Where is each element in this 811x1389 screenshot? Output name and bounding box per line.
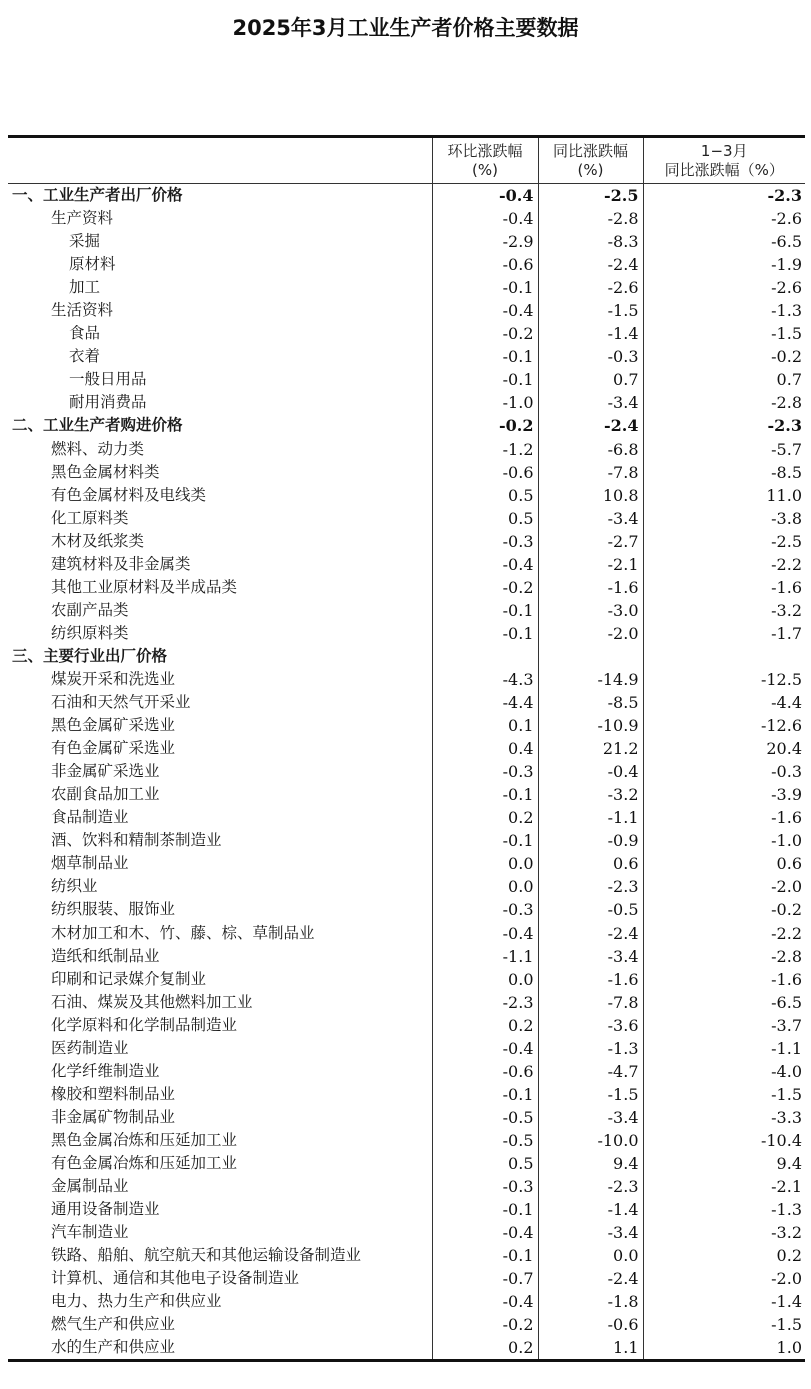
- table-row: [8, 945, 805, 968]
- cell-ytd: -1.0: [643, 829, 805, 852]
- table-row: [8, 1106, 805, 1129]
- cell-mom: 0.5: [432, 484, 538, 507]
- cell-mom: -0.5: [432, 1129, 538, 1152]
- cell-yoy: -6.8: [538, 438, 643, 461]
- row-label: 原材料: [69, 255, 116, 274]
- row-label: 耐用消费品: [69, 393, 147, 412]
- cell-yoy: -3.4: [538, 1106, 643, 1129]
- cell-yoy: -3.6: [538, 1014, 643, 1037]
- cell-ytd: -3.2: [643, 1221, 805, 1244]
- table-row: [8, 391, 805, 414]
- cell-mom: -0.5: [432, 1106, 538, 1129]
- cell-mom: -0.6: [432, 253, 538, 276]
- cell-yoy: -1.8: [538, 1290, 643, 1313]
- cell-yoy: -1.6: [538, 576, 643, 599]
- cell-yoy: -3.2: [538, 783, 643, 806]
- cell-yoy: 9.4: [538, 1152, 643, 1175]
- table-row: [8, 368, 805, 391]
- cell-mom: -0.4: [432, 1290, 538, 1313]
- cell-ytd: -0.3: [643, 760, 805, 783]
- table-row: [8, 553, 805, 576]
- row-label: 采掘: [69, 232, 101, 251]
- cell-ytd: -1.5: [643, 322, 805, 345]
- table-row: [8, 829, 805, 852]
- cell-mom: [432, 645, 538, 668]
- header-mom-line2: (%): [472, 161, 498, 179]
- cell-ytd: -1.5: [643, 1313, 805, 1336]
- table-row: [8, 599, 805, 622]
- cell-mom: -0.4: [432, 553, 538, 576]
- table-row: [8, 1175, 805, 1198]
- table-row: [8, 922, 805, 945]
- page-title: 2025年3月工业生产者价格主要数据: [232, 16, 579, 40]
- cell-mom: 0.0: [432, 968, 538, 991]
- table-row: [8, 668, 805, 691]
- row-label: 铁路、船舶、航空航天和其他运输设备制造业: [51, 1246, 362, 1265]
- cell-mom: -0.1: [432, 1198, 538, 1221]
- cell-mom: -0.1: [432, 276, 538, 299]
- ppi-data-table-container: [8, 135, 805, 1362]
- cell-yoy: -8.3: [538, 230, 643, 253]
- cell-mom: -1.2: [432, 438, 538, 461]
- cell-ytd: -2.2: [643, 553, 805, 576]
- cell-mom: -0.1: [432, 622, 538, 645]
- cell-yoy: -2.0: [538, 622, 643, 645]
- table-row: [8, 230, 805, 253]
- table-row: [8, 1336, 805, 1361]
- row-label: 农副产品类: [51, 600, 129, 619]
- table-row: [8, 1244, 805, 1267]
- cell-yoy: -14.9: [538, 668, 643, 691]
- ppi-data-table: [8, 135, 805, 1362]
- row-label: 计算机、通信和其他电子设备制造业: [51, 1269, 300, 1288]
- cell-mom: -0.1: [432, 783, 538, 806]
- row-label: 黑色金属冶炼和压延加工业: [51, 1130, 238, 1149]
- row-label: 食品制造业: [51, 808, 129, 827]
- row-label: 化工原料类: [51, 508, 129, 527]
- row-label: 一、工业生产者出厂价格: [12, 186, 183, 205]
- cell-yoy: -0.6: [538, 1313, 643, 1336]
- cell-yoy: -0.4: [538, 760, 643, 783]
- header-yoy: [538, 138, 643, 184]
- cell-yoy: -3.4: [538, 507, 643, 530]
- cell-ytd: -2.0: [643, 875, 805, 898]
- cell-mom: -2.9: [432, 230, 538, 253]
- cell-yoy: -8.5: [538, 691, 643, 714]
- row-label: 石油、煤炭及其他燃料加工业: [51, 992, 253, 1011]
- table-row: [8, 322, 805, 345]
- cell-yoy: -1.5: [538, 299, 643, 322]
- cell-ytd: -2.3: [643, 184, 805, 208]
- row-label: 水的生产和供应业: [8, 1336, 432, 1361]
- row-label: 木材加工和木、竹、藤、棕、草制品业: [51, 923, 315, 942]
- cell-ytd: -1.3: [643, 1198, 805, 1221]
- cell-yoy: -10.9: [538, 714, 643, 737]
- row-label: 有色金属材料及电线类: [51, 485, 207, 504]
- cell-mom: 0.1: [432, 714, 538, 737]
- cell-yoy: 1.1: [538, 1336, 643, 1361]
- table-row: [8, 1083, 805, 1106]
- table-row: [8, 714, 805, 737]
- cell-yoy: 0.7: [538, 368, 643, 391]
- cell-ytd: -1.3: [643, 299, 805, 322]
- cell-yoy: -1.1: [538, 806, 643, 829]
- cell-yoy: -2.7: [538, 530, 643, 553]
- cell-ytd: -5.7: [643, 438, 805, 461]
- cell-mom: -4.3: [432, 668, 538, 691]
- cell-ytd: -6.5: [643, 230, 805, 253]
- table-row: [8, 991, 805, 1014]
- cell-mom: -0.3: [432, 898, 538, 921]
- row-label: 通用设备制造业: [51, 1200, 160, 1219]
- row-label: 农副食品加工业: [51, 785, 160, 804]
- cell-yoy: -1.6: [538, 968, 643, 991]
- cell-mom: -2.3: [432, 991, 538, 1014]
- table-section-row: [8, 645, 805, 668]
- cell-yoy: -2.6: [538, 276, 643, 299]
- row-label: 生活资料: [51, 301, 114, 320]
- table-row: [8, 898, 805, 921]
- table-row: [8, 345, 805, 368]
- table-row: [8, 806, 805, 829]
- table-row: [8, 622, 805, 645]
- cell-ytd: -0.2: [643, 345, 805, 368]
- cell-ytd: 20.4: [643, 737, 805, 760]
- cell-yoy: -1.4: [538, 1198, 643, 1221]
- row-label: 纺织业: [51, 877, 98, 896]
- table-row: [8, 207, 805, 230]
- cell-yoy: -3.4: [538, 391, 643, 414]
- cell-ytd: -1.6: [643, 806, 805, 829]
- row-label: 加工: [69, 278, 101, 297]
- cell-mom: -0.1: [432, 345, 538, 368]
- table-row: [8, 484, 805, 507]
- cell-ytd: -3.9: [643, 783, 805, 806]
- cell-mom: 0.2: [432, 806, 538, 829]
- row-label: 黑色金属材料类: [51, 462, 160, 481]
- cell-mom: -0.4: [432, 299, 538, 322]
- cell-yoy: -2.5: [538, 184, 643, 208]
- row-label: 化学原料和化学制品制造业: [51, 1015, 238, 1034]
- cell-ytd: 0.7: [643, 368, 805, 391]
- row-label: 生产资料: [51, 209, 114, 228]
- row-label: 纺织服装、服饰业: [51, 900, 176, 919]
- cell-yoy: -0.3: [538, 345, 643, 368]
- cell-ytd: -3.3: [643, 1106, 805, 1129]
- cell-ytd: -1.9: [643, 253, 805, 276]
- cell-ytd: 0.2: [643, 1244, 805, 1267]
- table-row: [8, 461, 805, 484]
- cell-ytd: -2.2: [643, 922, 805, 945]
- table-row: [8, 253, 805, 276]
- cell-yoy: -4.7: [538, 1060, 643, 1083]
- header-yoy-line1: 同比涨跌幅: [552, 142, 628, 160]
- cell-mom: -1.1: [432, 945, 538, 968]
- header-ytd: [643, 138, 805, 184]
- cell-ytd: -2.8: [643, 391, 805, 414]
- cell-mom: -0.7: [432, 1267, 538, 1290]
- cell-mom: -0.1: [432, 1083, 538, 1106]
- cell-yoy: -10.0: [538, 1129, 643, 1152]
- cell-yoy: -2.4: [538, 1267, 643, 1290]
- cell-ytd: -2.6: [643, 276, 805, 299]
- table-row: [8, 276, 805, 299]
- cell-ytd: -1.6: [643, 968, 805, 991]
- cell-mom: -1.0: [432, 391, 538, 414]
- row-label: 食品: [69, 324, 101, 343]
- table-row: [8, 1313, 805, 1336]
- row-label: 非金属矿采选业: [51, 762, 160, 781]
- cell-mom: 0.4: [432, 737, 538, 760]
- cell-yoy: -2.3: [538, 1175, 643, 1198]
- cell-ytd: -1.5: [643, 1083, 805, 1106]
- cell-mom: -0.3: [432, 1175, 538, 1198]
- cell-yoy: -0.5: [538, 898, 643, 921]
- cell-mom: 0.5: [432, 507, 538, 530]
- cell-ytd: -3.7: [643, 1014, 805, 1037]
- row-label: 烟草制品业: [51, 854, 129, 873]
- cell-ytd: -6.5: [643, 991, 805, 1014]
- row-label: 汽车制造业: [51, 1223, 129, 1242]
- cell-ytd: [643, 645, 805, 668]
- row-label: 石油和天然气开采业: [51, 693, 191, 712]
- table-row: [8, 783, 805, 806]
- header-mom-line1: 环比涨跌幅: [447, 142, 523, 160]
- cell-mom: -4.4: [432, 691, 538, 714]
- cell-mom: -0.1: [432, 599, 538, 622]
- cell-mom: -0.1: [432, 829, 538, 852]
- row-label: 医药制造业: [51, 1038, 129, 1057]
- row-label: 造纸和纸制品业: [51, 946, 160, 965]
- row-label: 燃料、动力类: [51, 439, 145, 458]
- row-label: 电力、热力生产和供应业: [51, 1292, 222, 1311]
- cell-yoy: [538, 645, 643, 668]
- row-label: 建筑材料及非金属类: [51, 554, 191, 573]
- cell-ytd: -1.7: [643, 622, 805, 645]
- cell-mom: -0.6: [432, 461, 538, 484]
- cell-yoy: -2.8: [538, 207, 643, 230]
- table-row: [8, 1037, 805, 1060]
- table-row: [8, 968, 805, 991]
- cell-mom: 0.0: [432, 875, 538, 898]
- table-row: [8, 1198, 805, 1221]
- row-label: 衣着: [69, 347, 101, 366]
- cell-yoy: -7.8: [538, 991, 643, 1014]
- cell-mom: -0.3: [432, 760, 538, 783]
- table-row: [8, 438, 805, 461]
- cell-ytd: -1.1: [643, 1037, 805, 1060]
- row-label: 金属制品业: [51, 1177, 129, 1196]
- cell-mom: -0.6: [432, 1060, 538, 1083]
- table-row: [8, 737, 805, 760]
- header-ytd-line2: 同比涨跌幅（%）: [664, 161, 784, 179]
- table-section-row: [8, 414, 805, 437]
- cell-ytd: -2.6: [643, 207, 805, 230]
- row-label: 橡胶和塑料制品业: [51, 1084, 176, 1103]
- table-row: [8, 760, 805, 783]
- cell-ytd: -2.3: [643, 414, 805, 437]
- cell-ytd: 0.6: [643, 852, 805, 875]
- header-mom: [432, 138, 538, 184]
- table-row: [8, 1290, 805, 1313]
- cell-yoy: 21.2: [538, 737, 643, 760]
- cell-yoy: 0.0: [538, 1244, 643, 1267]
- cell-ytd: -10.4: [643, 1129, 805, 1152]
- cell-mom: -0.3: [432, 530, 538, 553]
- cell-yoy: -1.5: [538, 1083, 643, 1106]
- row-label: 三、主要行业出厂价格: [12, 646, 168, 665]
- cell-yoy: -7.8: [538, 461, 643, 484]
- cell-mom: -0.2: [432, 414, 538, 437]
- row-label: 非金属矿物制品业: [51, 1107, 176, 1126]
- row-label: 二、工业生产者购进价格: [12, 416, 183, 435]
- cell-mom: -0.2: [432, 322, 538, 345]
- cell-yoy: -1.3: [538, 1037, 643, 1060]
- cell-ytd: -4.4: [643, 691, 805, 714]
- cell-mom: -0.1: [432, 368, 538, 391]
- cell-yoy: -2.4: [538, 253, 643, 276]
- table-row: [8, 1014, 805, 1037]
- cell-ytd: 11.0: [643, 484, 805, 507]
- cell-mom: -0.4: [432, 207, 538, 230]
- row-label: 煤炭开采和洗选业: [51, 670, 176, 688]
- cell-mom: -0.2: [432, 576, 538, 599]
- cell-yoy: -2.3: [538, 875, 643, 898]
- cell-ytd: -2.0: [643, 1267, 805, 1290]
- row-label: 纺织原料类: [51, 623, 129, 642]
- cell-mom: -0.4: [432, 1221, 538, 1244]
- cell-yoy: 0.6: [538, 852, 643, 875]
- table-row: [8, 875, 805, 898]
- row-label: 有色金属矿采选业: [51, 739, 176, 758]
- cell-ytd: -3.8: [643, 507, 805, 530]
- cell-ytd: 9.4: [643, 1152, 805, 1175]
- cell-mom: 0.5: [432, 1152, 538, 1175]
- cell-ytd: -12.6: [643, 714, 805, 737]
- cell-mom: -0.4: [432, 184, 538, 208]
- cell-ytd: -2.5: [643, 530, 805, 553]
- cell-yoy: 10.8: [538, 484, 643, 507]
- row-label: 有色金属冶炼和压延加工业: [51, 1153, 238, 1172]
- table-row: [8, 507, 805, 530]
- row-label: 燃气生产和供应业: [51, 1315, 176, 1334]
- table-row: [8, 852, 805, 875]
- cell-yoy: -3.4: [538, 1221, 643, 1244]
- cell-ytd: -8.5: [643, 461, 805, 484]
- table-header: [8, 137, 805, 184]
- table-row: [8, 1267, 805, 1290]
- cell-ytd: -3.2: [643, 599, 805, 622]
- table-row: [8, 1060, 805, 1083]
- cell-mom: 0.2: [432, 1336, 538, 1361]
- header-yoy-line2: (%): [577, 161, 604, 179]
- cell-mom: -0.1: [432, 1244, 538, 1267]
- cell-yoy: -2.4: [538, 414, 643, 437]
- table-row: [8, 691, 805, 714]
- row-label: 黑色金属矿采选业: [51, 716, 176, 735]
- row-label: 其他工业原材料及半成品类: [51, 577, 238, 596]
- header-label: [8, 138, 432, 184]
- table-row: [8, 1221, 805, 1244]
- cell-yoy: -2.4: [538, 922, 643, 945]
- table-section-row: [8, 184, 805, 208]
- cell-ytd: -2.8: [643, 945, 805, 968]
- cell-mom: -0.4: [432, 922, 538, 945]
- table-row: [8, 576, 805, 599]
- cell-ytd: -12.5: [643, 668, 805, 691]
- table-row: [8, 1129, 805, 1152]
- header-ytd-line1: 1−3月: [700, 142, 748, 160]
- cell-yoy: -3.4: [538, 945, 643, 968]
- table-row: [8, 530, 805, 553]
- cell-ytd: 1.0: [643, 1336, 805, 1361]
- cell-mom: 0.2: [432, 1014, 538, 1037]
- cell-mom: -0.4: [432, 1037, 538, 1060]
- row-label: 印刷和记录媒介复制业: [51, 969, 207, 988]
- row-label: 木材及纸浆类: [51, 531, 145, 550]
- cell-yoy: -1.4: [538, 322, 643, 345]
- table-row: [8, 1152, 805, 1175]
- row-label: 酒、饮料和精制茶制造业: [51, 831, 222, 850]
- cell-ytd: -1.6: [643, 576, 805, 599]
- table-body: [8, 184, 805, 1361]
- cell-yoy: -3.0: [538, 599, 643, 622]
- cell-ytd: -4.0: [643, 1060, 805, 1083]
- cell-yoy: -2.1: [538, 553, 643, 576]
- row-label: 一般日用品: [69, 370, 147, 389]
- cell-mom: -0.2: [432, 1313, 538, 1336]
- row-label: 化学纤维制造业: [51, 1061, 160, 1080]
- cell-ytd: -1.4: [643, 1290, 805, 1313]
- cell-ytd: -0.2: [643, 898, 805, 921]
- cell-yoy: -0.9: [538, 829, 643, 852]
- cell-ytd: -2.1: [643, 1175, 805, 1198]
- table-row: [8, 299, 805, 322]
- cell-mom: 0.0: [432, 852, 538, 875]
